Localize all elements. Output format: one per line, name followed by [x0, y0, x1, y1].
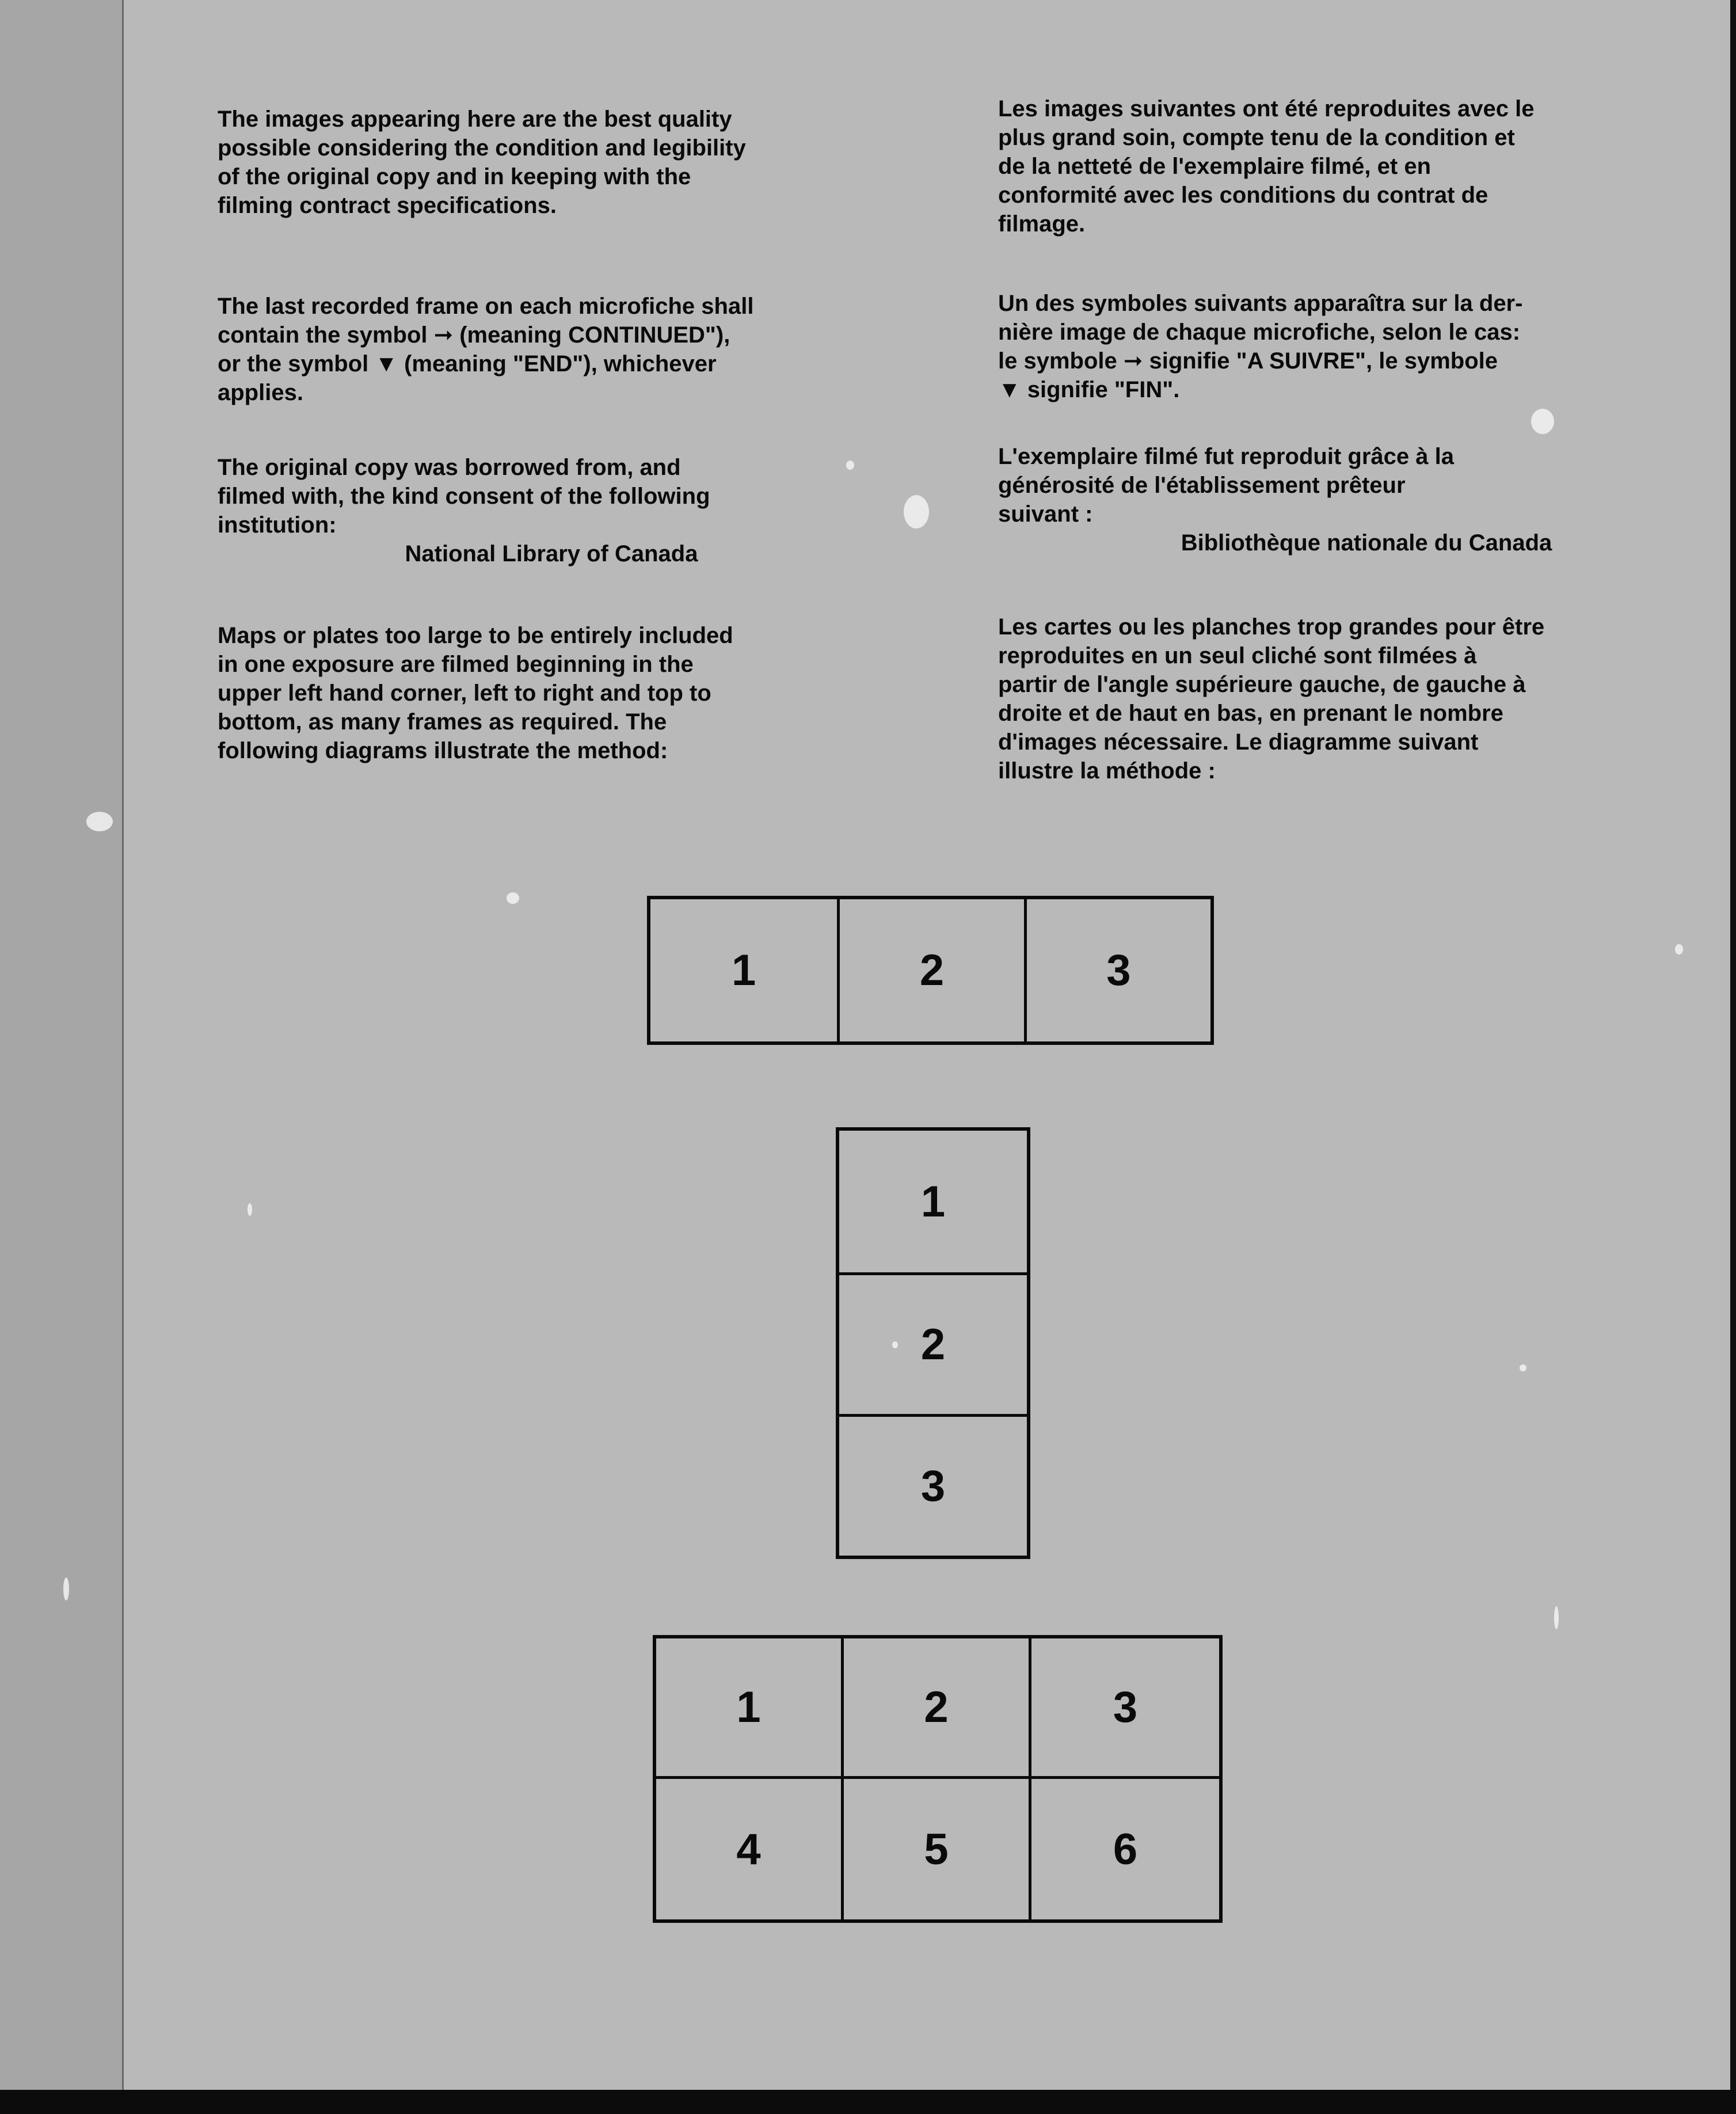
- dust-speck: [63, 1577, 69, 1600]
- dust-speck: [1554, 1606, 1559, 1629]
- dust-speck: [1520, 1364, 1526, 1371]
- dust-speck: [507, 892, 519, 904]
- frame-cell: 5: [844, 1779, 1031, 1919]
- frame-cell: 6: [1113, 1824, 1138, 1874]
- frame-cell: 3: [1031, 1638, 1219, 1779]
- film-frame-divider: [122, 0, 124, 2090]
- french-paragraph-borrowed: L'exemplaire filmé fut reproduit grâce à la générosité de l'établissement prêteur suivant :: [998, 444, 1454, 527]
- french-paragraph-symbols: Un des symboles suivants apparaîtra sur la der- nière image de chaque microfiche, selon le cas: le symbole ➞ signifie "A SUIVRE", le symbole ▼ signifie "FIN".: [998, 291, 1523, 402]
- frame-cell: 3: [1024, 899, 1210, 1041]
- dust-speck: [1531, 409, 1554, 434]
- english-institution-name: National Library of Canada: [405, 541, 698, 566]
- dust-speck: [86, 812, 113, 831]
- frame-cell: 3: [839, 1414, 1027, 1556]
- frame-cell: 1: [920, 1177, 946, 1226]
- film-bottom-edge: [0, 2090, 1736, 2114]
- frame-cell: 2: [839, 1272, 1027, 1414]
- diagram-horizontal-frames: [647, 896, 1214, 1045]
- diagram-vertical-frames: [836, 1127, 1030, 1559]
- english-paragraph-institution-block: [218, 453, 862, 568]
- french-institution-name: Bibliothèque nationale du Canada: [1181, 530, 1552, 556]
- english-paragraph-maps: Maps or plates too large to be entirely included in one exposure are filmed beginning in the upper left hand corner, left to right and top to bottom, as many frames as required. The following diagrams illustrate the method:: [218, 623, 733, 763]
- diagram-grid-frames: [653, 1635, 1223, 1923]
- dust-speck: [892, 1341, 898, 1348]
- french-paragraph-institution-block: [998, 442, 1643, 557]
- film-left-margin: [0, 0, 123, 2090]
- frame-cell: 2: [837, 899, 1023, 1041]
- frame-cell: 2: [844, 1638, 1031, 1779]
- frame-cell: 4: [656, 1779, 844, 1919]
- dust-speck: [904, 495, 929, 528]
- english-paragraph-symbols: The last recorded frame on each microfiche shall contain the symbol ➞ (meaning CONTINUED"), or the symbol ▼ (meaning "END"), whichever applies.: [218, 294, 754, 405]
- french-paragraph-maps: Les cartes ou les planches trop grandes pour être reproduites en un seul cliché sont filmées à partir de l'angle supérieure gauche, de gauche à droite et de haut en bas, en prenant le nombre d'images nécessaire. Le diagramme suivant illustre la méthode :: [998, 614, 1545, 784]
- film-right-edge: [1730, 0, 1736, 2114]
- dust-speck: [248, 1203, 252, 1216]
- english-paragraph-borrowed: The original copy was borrowed from, and filmed with, the kind consent of the following institution:: [218, 455, 710, 538]
- english-paragraph-quality: The images appearing here are the best quality possible considering the condition and legibility of the original copy and in keeping with the filming contract specifications.: [218, 107, 746, 218]
- dust-speck: [1675, 944, 1683, 955]
- frame-cell: 1: [656, 1638, 844, 1779]
- frame-cell: 1: [732, 946, 756, 995]
- french-paragraph-quality: Les images suivantes ont été reproduites avec le plus grand soin, compte tenu de la condition et de la netteté de l'exemplaire filmé, et en conformité avec les conditions du contrat de filmage.: [998, 96, 1535, 237]
- dust-speck: [846, 461, 854, 470]
